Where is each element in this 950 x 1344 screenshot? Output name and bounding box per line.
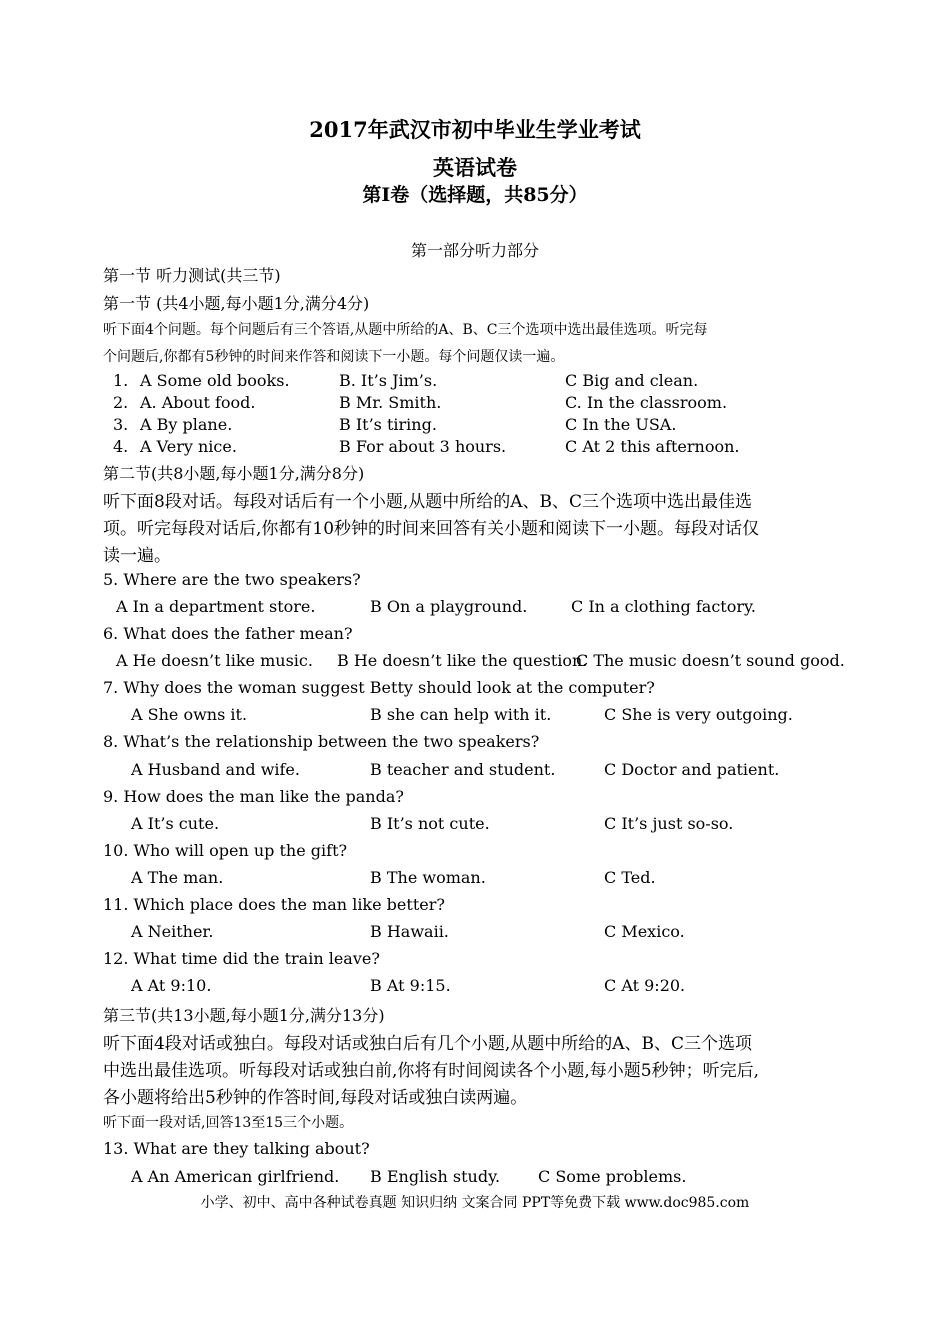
option-c: C She is very outgoing. <box>604 705 793 724</box>
option-a: A By plane. <box>140 415 233 434</box>
option-b: B On a playground. <box>370 597 528 616</box>
option-a: A The man. <box>131 868 224 887</box>
option-b: B English study. <box>370 1167 501 1186</box>
section2-instruction-line: 读一遍。 <box>103 546 171 566</box>
option-c: C In the USA. <box>565 415 677 434</box>
item-number: 3. <box>113 415 129 434</box>
section1-instruction-line: 个问题后,你都有5秒钟的时间来作答和阅读下一小题。每个问题仅读一遍。 <box>103 349 565 365</box>
option-c: C. In the classroom. <box>565 393 728 412</box>
section3-instruction-line: 听下面4段对话或独白。每段对话或独白后有几个小题,从题中所给的A、B、C三个选项 <box>103 1034 752 1054</box>
option-c: C In a clothing factory. <box>571 597 756 616</box>
option-c: C At 2 this afternoon. <box>565 437 740 456</box>
section3-instruction-line: 各小题将给出5秒钟的作答时间,每段对话或独白读两遍。 <box>103 1088 528 1108</box>
question-text: 8. What’s the relationship between the two speakers? <box>103 732 540 751</box>
option-c: C Doctor and patient. <box>604 760 780 779</box>
volume-title: 第Ⅰ卷（选择题，共85分） <box>362 184 588 206</box>
exam-title: 2017年武汉市初中毕业生学业考试 <box>309 117 641 142</box>
item-number: 2. <box>113 393 129 412</box>
option-b: B For about 3 hours. <box>339 437 507 456</box>
overall-section-heading: 第一节 听力测试(共三节) <box>103 266 281 285</box>
option-a: A Neither. <box>131 922 214 941</box>
option-b: B Hawaii. <box>370 922 449 941</box>
item-number: 4. <box>113 437 129 456</box>
section2-heading: 第二节(共8小题,每小题1分,满分8分) <box>103 464 365 483</box>
option-a: A An American girlfriend. <box>131 1167 340 1186</box>
option-c: C Mexico. <box>604 922 685 941</box>
option-a: A At 9:10. <box>131 976 212 995</box>
option-a: A Husband and wife. <box>131 760 300 779</box>
option-a: A Some old books. <box>140 371 290 390</box>
part-title: 第一部分听力部分 <box>410 241 539 260</box>
option-a: A In a department store. <box>116 597 316 616</box>
question-text: 6. What does the father mean? <box>103 624 353 643</box>
option-c: C Big and clean. <box>565 371 699 390</box>
option-a: A She owns it. <box>131 705 248 724</box>
section1-instruction-line: 听下面4个问题。每个问题后有三个答语,从题中所给的A、B、C三个选项中选出最佳选项。听完每 <box>103 322 708 338</box>
question-text: 7. Why does the woman suggest Betty should look at the computer? <box>103 678 655 697</box>
option-b: B The woman. <box>370 868 486 887</box>
option-b: B At 9:15. <box>370 976 451 995</box>
option-a: A Very nice. <box>140 437 237 456</box>
option-b: B she can help with it. <box>370 705 552 724</box>
subject-title: 英语试卷 <box>433 155 517 180</box>
option-b: B. It’s Jim’s. <box>339 371 438 390</box>
question-text: 13. What are they talking about? <box>103 1139 370 1158</box>
question-text: 5. Where are the two speakers? <box>103 570 361 589</box>
section2-instruction-line: 项。听完每段对话后,你都有10秒钟的时间来回答有关小题和阅读下一小题。每段对话仅 <box>103 519 760 539</box>
question-text: 11. Which place does the man like better? <box>103 895 445 914</box>
section2-instruction-line: 听下面8段对话。每段对话后有一个小题,从题中所给的A、B、C三个选项中选出最佳选 <box>103 492 752 512</box>
option-b: B It’s tiring. <box>339 415 437 434</box>
option-a: A. About food. <box>140 393 256 412</box>
section3-heading: 第三节(共13小题,每小题1分,满分13分) <box>103 1006 385 1025</box>
option-b: B teacher and student. <box>370 760 556 779</box>
page-footer: 小学、初中、高中各种试卷真题 知识归纳 文案合同 PPT等免费下载 www.doc985.com <box>200 1195 750 1211</box>
item-number: 1. <box>113 371 129 390</box>
section1-heading: 第一节 (共4小题,每小题1分,满分4分) <box>103 294 370 313</box>
option-b: B It’s not cute. <box>370 814 490 833</box>
option-b: B He doesn’t like the question. <box>337 651 588 670</box>
section3-instruction-line: 中选出最佳选项。听每段对话或独白前,你将有时间阅读各个小题,每小题5秒钟；听完后, <box>103 1061 760 1081</box>
option-a: A It’s cute. <box>131 814 220 833</box>
section3-sub-instruction: 听下面一段对话,回答13至15三个小题。 <box>103 1115 354 1131</box>
option-b: B Mr. Smith. <box>339 393 442 412</box>
option-c: C Ted. <box>604 868 656 887</box>
option-c: C The music doesn’t sound good. <box>576 651 845 670</box>
option-c: C It’s just so-so. <box>604 814 734 833</box>
question-text: 10. Who will open up the gift? <box>103 841 348 860</box>
question-text: 9. How does the man like the panda? <box>103 787 404 806</box>
option-c: C Some problems. <box>538 1167 687 1186</box>
question-text: 12. What time did the train leave? <box>103 949 380 968</box>
option-a: A He doesn’t like music. <box>116 651 313 670</box>
option-c: C At 9:20. <box>604 976 686 995</box>
